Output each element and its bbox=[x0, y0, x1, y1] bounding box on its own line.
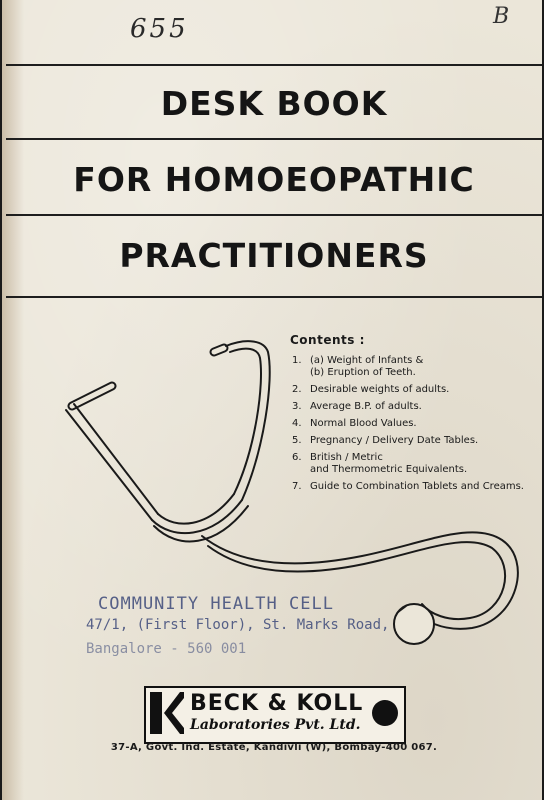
contents-item-number: 6. bbox=[292, 452, 302, 463]
contents-item bbox=[290, 384, 544, 396]
contents-item-number: 2. bbox=[292, 384, 302, 395]
contents-item-text: Average B.P. of adults. bbox=[310, 401, 422, 412]
contents-list bbox=[290, 333, 544, 498]
k-monogram-icon bbox=[150, 692, 184, 734]
title-line-1: DESK BOOK bbox=[160, 84, 388, 123]
contents-item-text: (b) Eruption of Teeth. bbox=[310, 367, 416, 378]
contents-item bbox=[290, 355, 544, 379]
title-line-2: FOR HOMOEOPATHIC bbox=[73, 160, 475, 199]
contents-heading: Contents : bbox=[290, 333, 365, 347]
contents-item-number: 7. bbox=[292, 481, 302, 492]
library-stamp-name: COMMUNITY HEALTH CELL bbox=[98, 594, 334, 614]
contents-item-text: Desirable weights of adults. bbox=[310, 384, 450, 395]
contents-item bbox=[290, 418, 544, 430]
contents-item-text: Guide to Combination Tablets and Creams. bbox=[310, 481, 524, 492]
contents-item-text: Pregnancy / Delivery Date Tables. bbox=[310, 435, 479, 446]
library-stamp-city: Bangalore - 560 001 bbox=[86, 641, 247, 657]
publisher-name: BECK & KOLL bbox=[190, 691, 364, 716]
contents-item-number: 4. bbox=[292, 418, 302, 429]
publisher-subtitle: Laboratories Pvt. Ltd. bbox=[190, 717, 361, 733]
title-line-3: PRACTITIONERS bbox=[119, 236, 429, 275]
contents-item-text: (a) Weight of Infants & bbox=[310, 355, 424, 366]
contents-item bbox=[290, 452, 544, 476]
contents-item bbox=[290, 401, 544, 413]
publisher-logo bbox=[144, 686, 406, 744]
handwritten-catalog-number: 655 bbox=[130, 14, 189, 44]
book-cover bbox=[2, 0, 542, 800]
library-stamp-address: 47/1, (First Floor), St. Marks Road, bbox=[86, 617, 390, 633]
contents-item-text: British / Metric bbox=[310, 452, 383, 463]
contents-item-number: 3. bbox=[292, 401, 302, 412]
contents-item-text: and Thermometric Equivalents. bbox=[310, 464, 468, 475]
contents-item bbox=[290, 435, 544, 447]
handwritten-letter: B bbox=[493, 4, 510, 29]
contents-item-number: 1. bbox=[292, 355, 302, 366]
publisher-address: 37-A, Govt. Ind. Estate, Kandivli (W), Bombay-400 067. bbox=[110, 742, 438, 753]
contents-item bbox=[290, 481, 544, 493]
contents-item-text: Normal Blood Values. bbox=[310, 418, 417, 429]
contents-item-number: 5. bbox=[292, 435, 302, 446]
seal-icon bbox=[372, 700, 398, 726]
